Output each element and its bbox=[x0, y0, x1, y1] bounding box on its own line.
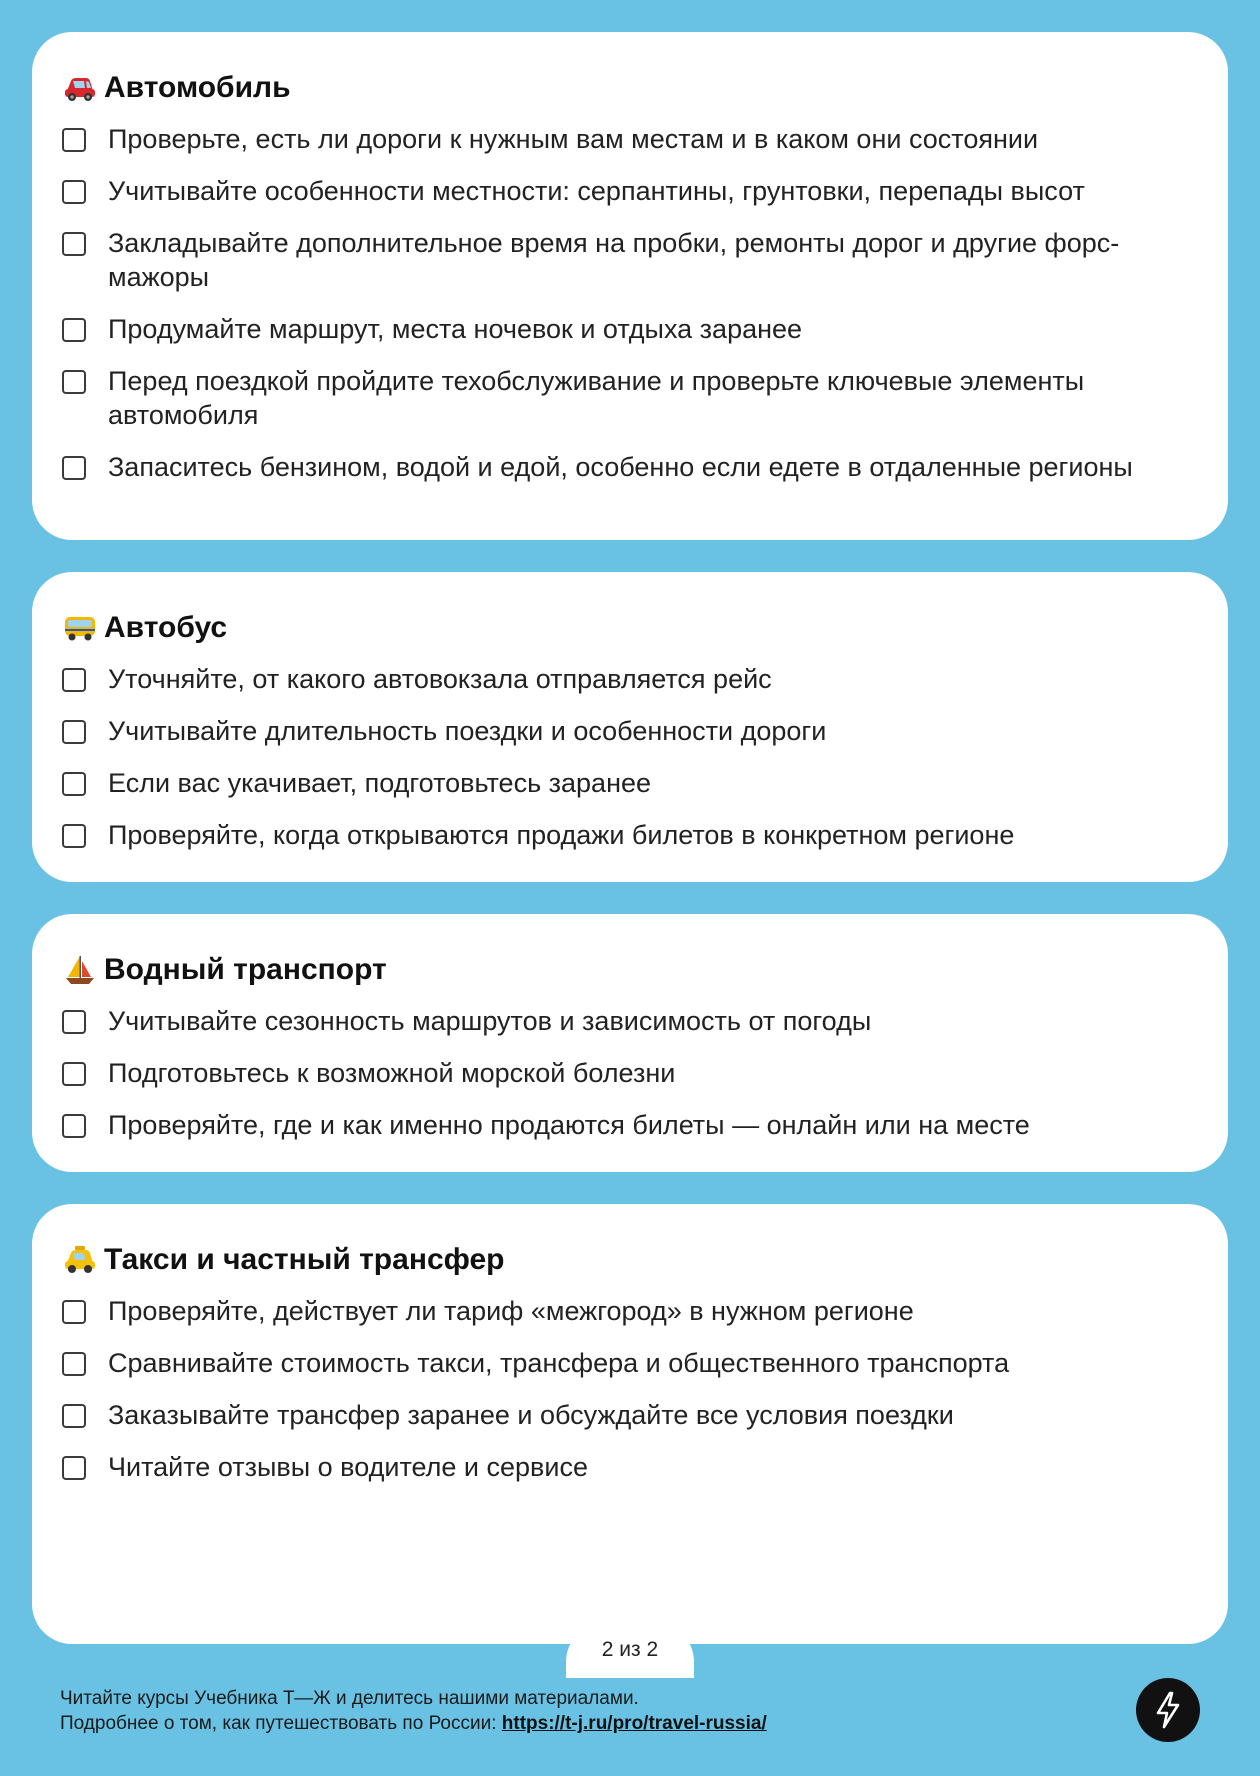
taxi-icon bbox=[62, 1242, 98, 1278]
page-indicator: 2 из 2 bbox=[566, 1622, 694, 1678]
checkbox[interactable] bbox=[62, 318, 86, 342]
checklist-item bbox=[62, 1004, 1198, 1038]
checklist-item bbox=[62, 122, 1198, 156]
checklist-item-text: Проверяйте, когда открываются продажи билетов в конкретном регионе bbox=[108, 820, 1015, 850]
section-title bbox=[62, 1240, 1198, 1280]
checklist-item bbox=[62, 662, 1198, 696]
checklist-item-text: Сравнивайте стоимость такси, трансфера и общественного транспорта bbox=[108, 1348, 1010, 1378]
section-card-taxi bbox=[32, 1204, 1228, 1644]
checkbox[interactable] bbox=[62, 824, 86, 848]
checkbox[interactable] bbox=[62, 1062, 86, 1086]
checklist bbox=[62, 1294, 1198, 1484]
section-title-text: Автомобиль bbox=[104, 71, 291, 104]
checklist-item bbox=[62, 1398, 1198, 1432]
checklist-item bbox=[62, 364, 1198, 432]
checkbox[interactable] bbox=[62, 1456, 86, 1480]
checkbox[interactable] bbox=[62, 370, 86, 394]
car-icon bbox=[62, 70, 98, 106]
section-card-car bbox=[32, 32, 1228, 540]
checkbox[interactable] bbox=[62, 720, 86, 744]
checkbox[interactable] bbox=[62, 456, 86, 480]
checklist-item-text: Проверьте, есть ли дороги к нужным вам местам и в каком они состоянии bbox=[108, 124, 1039, 154]
section-title bbox=[62, 608, 1198, 648]
checklist-item-text: Учитывайте сезонность маршрутов и зависимость от погоды bbox=[108, 1006, 872, 1036]
checklist bbox=[62, 1004, 1198, 1142]
checklist-item bbox=[62, 1108, 1198, 1142]
section-title-text: Водный транспорт bbox=[104, 953, 387, 986]
checklist-item bbox=[62, 1346, 1198, 1380]
checkbox[interactable] bbox=[62, 1404, 86, 1428]
checklist-item-text: Продумайте маршрут, места ночевок и отдыха заранее bbox=[108, 314, 803, 344]
checkbox[interactable] bbox=[62, 1114, 86, 1138]
checklist-item-text: Заказывайте трансфер заранее и обсуждайте все условия поездки bbox=[108, 1400, 954, 1430]
checklist-item-text: Если вас укачивает, подготовьтесь заранее bbox=[108, 768, 652, 798]
checkbox[interactable] bbox=[62, 668, 86, 692]
section-card-bus bbox=[32, 572, 1228, 882]
section-title-text: Такси и частный трансфер bbox=[104, 1243, 505, 1276]
checklist-item bbox=[62, 312, 1198, 346]
checklist-item-text: Проверяйте, где и как именно продаются билеты — онлайн или на месте bbox=[108, 1110, 1030, 1140]
checkbox[interactable] bbox=[62, 772, 86, 796]
footer-line-2 bbox=[60, 1711, 767, 1736]
section-card-water bbox=[32, 914, 1228, 1172]
checklist-item-text: Перед поездкой пройдите техобслуживание и проверьте ключевые элементы автомобиля bbox=[108, 366, 1085, 430]
checklist-item-text: Учитывайте длительность поездки и особенности дороги bbox=[108, 716, 827, 746]
checklist-item-text: Учитывайте особенности местности: серпантины, грунтовки, перепады высот bbox=[108, 176, 1085, 206]
checklist-item-text: Запаситесь бензином, водой и едой, особенно если едете в отдаленные регионы bbox=[108, 452, 1133, 482]
checklist-item-text: Закладывайте дополнительное время на пробки, ремонты дорог и другие форс-мажоры bbox=[108, 228, 1120, 292]
checkbox[interactable] bbox=[62, 1300, 86, 1324]
checklist-item-text: Подготовьтесь к возможной морской болезни bbox=[108, 1058, 676, 1088]
section-title bbox=[62, 950, 1198, 990]
checklist-item bbox=[62, 174, 1198, 208]
checklist-item bbox=[62, 818, 1198, 852]
bus-icon bbox=[62, 610, 98, 646]
checklist-item-text: Читайте отзывы о водителе и сервисе bbox=[108, 1452, 588, 1482]
checkbox[interactable] bbox=[62, 128, 86, 152]
checklist-item-text: Проверяйте, действует ли тариф «межгород» в нужном регионе bbox=[108, 1296, 914, 1326]
sailboat-icon bbox=[62, 952, 98, 988]
checklist-item bbox=[62, 1056, 1198, 1090]
checklist-item bbox=[62, 766, 1198, 800]
footer-line-1: Читайте курсы Учебника Т—Ж и делитесь нашими материалами. bbox=[60, 1688, 639, 1709]
section-title bbox=[62, 68, 1198, 108]
footer-line-2-prefix: Подробнее о том, как путешествовать по России: bbox=[60, 1713, 502, 1734]
section-title-text: Автобус bbox=[104, 611, 228, 644]
footer-link[interactable]: https://t-j.ru/pro/travel-russia/ bbox=[501, 1713, 767, 1734]
checklist bbox=[62, 662, 1198, 852]
checklist-item bbox=[62, 450, 1198, 484]
checklist-item bbox=[62, 714, 1198, 748]
checkbox[interactable] bbox=[62, 1352, 86, 1376]
checkbox[interactable] bbox=[62, 180, 86, 204]
footer bbox=[60, 1686, 767, 1736]
checklist bbox=[62, 122, 1198, 484]
checklist-item-text: Уточняйте, от какого автовокзала отправляется рейс bbox=[108, 664, 772, 694]
checkbox[interactable] bbox=[62, 1010, 86, 1034]
lightning-logo-icon[interactable] bbox=[1136, 1678, 1200, 1742]
checkbox[interactable] bbox=[62, 232, 86, 256]
checklist-item bbox=[62, 1450, 1198, 1484]
checklist-item bbox=[62, 226, 1198, 294]
checklist-item bbox=[62, 1294, 1198, 1328]
